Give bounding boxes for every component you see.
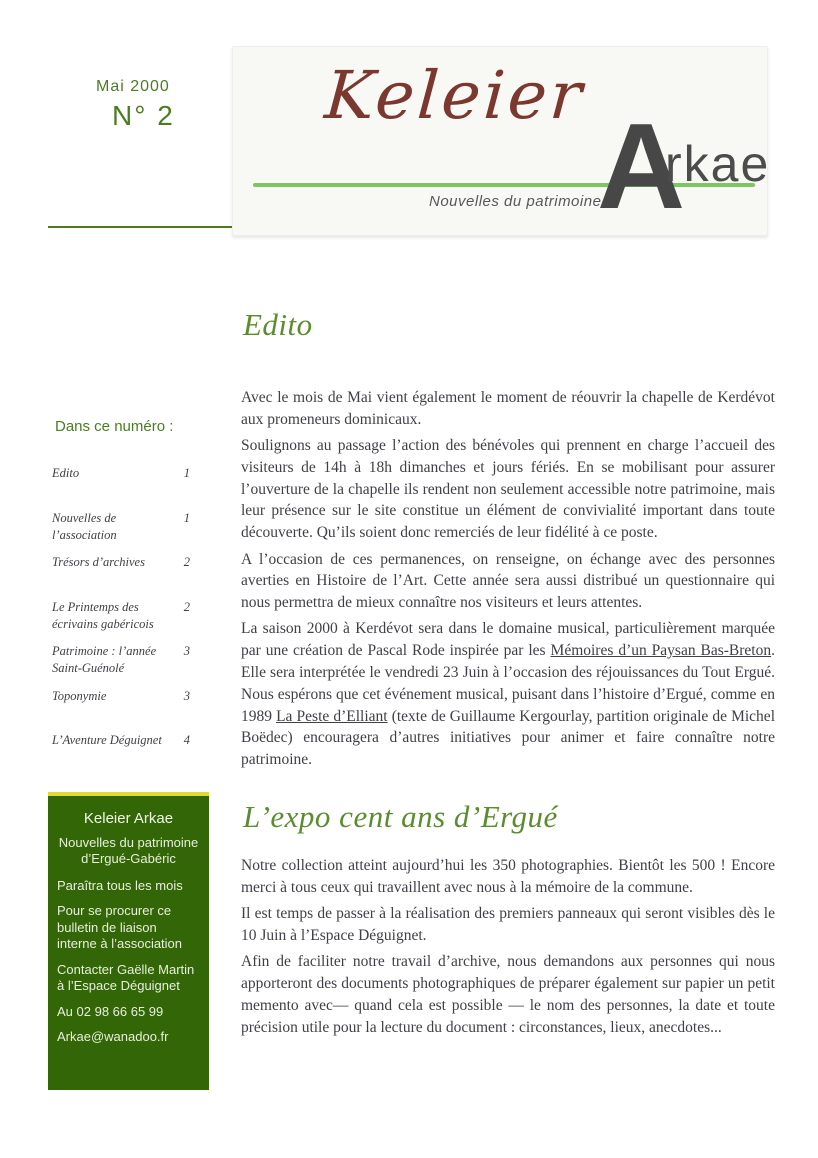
toc-item-label: Patrimoine : l’année Saint-Guénolé [52, 644, 157, 675]
article-column [241, 305, 775, 1043]
article-paragraph [241, 855, 775, 899]
article-paragraph [241, 951, 775, 1038]
article-paragraph [241, 618, 775, 771]
toc-item [52, 643, 190, 688]
brand-name: rkae [665, 136, 771, 192]
info-box-line: Au 02 98 66 65 99 [57, 1003, 164, 1019]
toc-item-page-number: 1 [183, 510, 190, 525]
issue-number: N° 2 [112, 100, 175, 131]
info-box-title: Keleier Arkae [83, 810, 174, 827]
paragraph-text: A l’occasion de ces permanences, on renseigne, on échange avec des personnes averties en Histoire de l’Art. Cette année sera aussi distribué un questionnaire qui nous permettra de mieux connaître nos visiteurs et leurs attentes. [241, 550, 775, 612]
article-paragraph [241, 387, 775, 431]
paragraph-text: (texte de Guillaume Kergourlay, partition originale de Michel Boëdec) encouragera d’autres initiatives pour animer et faire connaître notre patrimoine. [241, 707, 775, 769]
paragraph-text: La saison 2000 à Kerdévot sera dans le domaine musical, particulièrement marquée par une création de Pascal Rode inspirée par les [241, 620, 775, 660]
info-box-subtitle: Nouvelles du patrimoine d’Ergué-Gabéric [58, 834, 199, 866]
paragraph-text: Il est temps de passer à la réalisation des premiers panneaux qui seront visibles dès le 10 Juin à l’Espace Déguignet. [241, 905, 775, 944]
masthead [232, 46, 771, 236]
toc-item [52, 599, 190, 644]
toc-item-label: Toponymie [52, 688, 107, 703]
masthead-subtitle: Nouvelles du patrimoine [429, 193, 602, 210]
toc-item-page-number: 3 [183, 688, 190, 703]
toc-item-page-number: 3 [183, 644, 190, 658]
toc-item-page-number: 4 [183, 733, 190, 747]
issue-date: Mai 2000 [96, 78, 170, 95]
paragraph-text: Notre collection atteint aujourd’hui les 350 photographies. Bientôt les 500 ! Encore merci à tous ceux qui travaillent avec nous à la mémoire de la commune. [241, 857, 775, 896]
toc-item-page-number: 2 [183, 555, 190, 569]
newsletter-title: Keleier [322, 57, 588, 134]
info-box-lines [57, 878, 200, 1046]
toc-item-label: Le Printemps des écrivains gabéricois [52, 599, 154, 631]
article-heading: L’expo cent ans d’Ergué [243, 799, 558, 835]
paragraph-text: Avec le mois de Mai vient également le moment de réouvrir la chapelle de Kerdévot aux promeneurs dominicaux. [241, 389, 775, 428]
toc-item-page-number: 1 [183, 466, 190, 480]
info-box [48, 792, 209, 1090]
article-heading: Edito [243, 307, 313, 342]
article-paragraph [241, 435, 775, 544]
toc-item [52, 554, 190, 599]
paragraph-text: Soulignons au passage l’action des bénévoles qui prennent en charge l’accueil des visiteurs de 14h à 18h dimanches et jours fériés. En se mobilisant pour assurer l’ouverture de la chapelle ils rendent non seulement accessible notre patrimoine, mais leur présence sur le site constitue un élément de convivialité important dans toute découverte. Qu’ils soient donc remerciés de leur fidélité à ce poste. [241, 437, 775, 542]
underlined-title-reference: La Peste d’Elliant [276, 707, 388, 725]
toc-item [52, 688, 190, 733]
toc-item-label: L’Aventure Déguignet [52, 733, 162, 747]
toc-item-label: Edito [52, 466, 80, 480]
toc-item-label: Nouvelles de l’association [52, 510, 117, 542]
info-box-line: Pour se procurer ce bulletin de liaison interne à l’association [57, 903, 183, 951]
info-box-line: Arkae@wanadoo.fr [57, 1029, 169, 1044]
toc-item [52, 732, 190, 777]
info-box-line: Contacter Gaëlle Martin à l’Espace Déguignet [57, 961, 195, 993]
info-box-line: Paraîtra tous les mois [57, 877, 183, 893]
article [241, 305, 775, 771]
toc-list [52, 465, 190, 777]
underlined-title-reference: Mémoires d’un Paysan Bas-Breton [550, 642, 772, 660]
brand-initial: A [597, 98, 686, 234]
article-paragraph [241, 549, 775, 614]
paragraph-text: Afin de faciliter notre travail d’archive, nous demandons aux personnes qui nous apporteront des documents photographiques de préparer également sur papier un petit memento avec— quand cela est possible — le nom des personnes, la date et toute précision utile pour la lecture du document : circonstances, lieux, anecdotes... [241, 953, 775, 1036]
article [241, 797, 775, 1038]
toc-item [52, 465, 190, 510]
paragraph-text: . Elle sera interprétée le vendredi 23 Juin à l’occasion des réjouissances du Tout Ergué. Nous espérons que cet événement musical, puisant dans l’histoire d’Ergué, comme en 1989 [241, 642, 775, 725]
toc-item-page-number: 2 [183, 599, 190, 614]
article-paragraph [241, 903, 775, 947]
toc-item [52, 510, 190, 555]
toc-header: Dans ce numéro : [55, 418, 174, 435]
toc-item-label: Trésors d’archives [52, 555, 145, 569]
divider [48, 226, 236, 228]
